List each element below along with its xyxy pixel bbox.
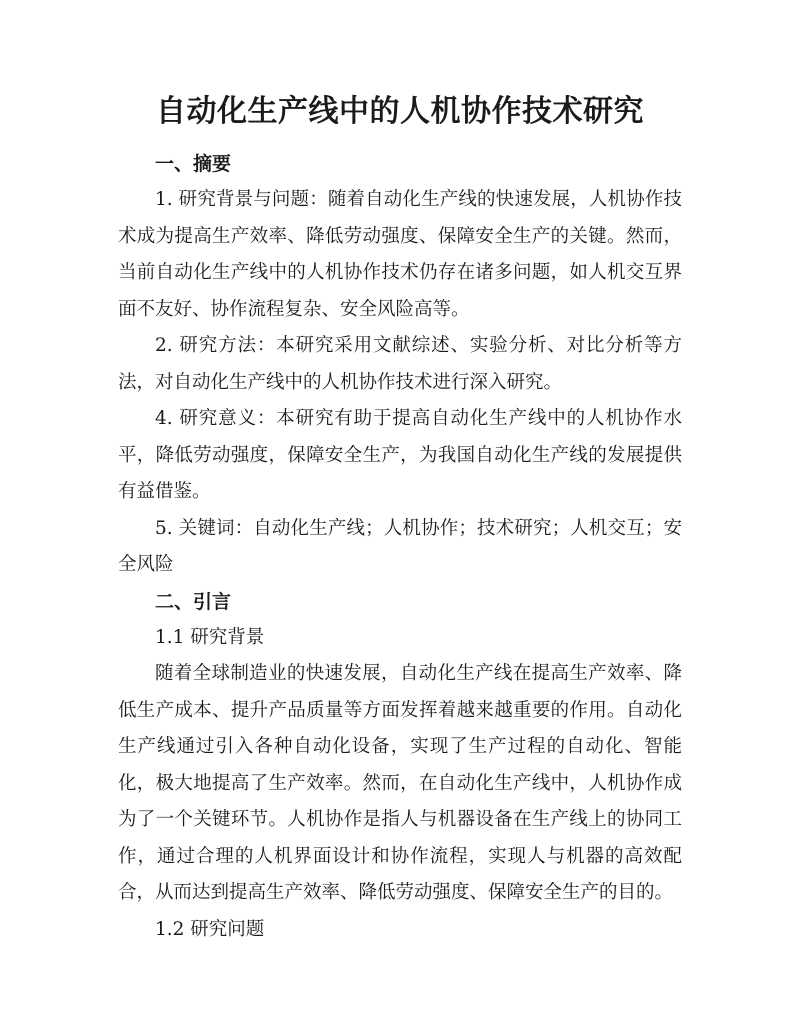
abstract-item-keywords: 5. 关键词：自动化生产线；人机协作；技术研究；人机交互；安全风险	[118, 517, 682, 575]
abstract-item-method: 2. 研究方法：本研究采用文献综述、实验分析、对比分析等方法，对自动化生产线中的人机协作技术进行深入研究。	[118, 335, 682, 393]
abstract-item-background: 1. 研究背景与问题：随着自动化生产线的快速发展，人机协作技术成为提高生产效率、降低劳动强度、保障安全生产的关键。然而，当前自动化生产线中的人机协作技术仍存在诸多问题，如人机交互界面不友好、协作流程复杂、安全风险高等。	[118, 189, 682, 320]
section-heading-introduction: 二、引言	[155, 590, 232, 613]
background-paragraph: 随着全球制造业的快速发展，自动化生产线在提高生产效率、降低生产成本、提升产品质量等方面发挥着越来越重要的作用。自动化生产线通过引入各种自动化设备，实现了生产过程的自动化、智能化，极大地提高了生产效率。然而，在自动化生产线中，人机协作成为了一个关键环节。人机协作是指人与机器设备在生产线上的协同工作，通过合理的人机界面设计和协作流程，实现人与机器的高效配合，从而达到提高生产效率、降低劳动强度、保障安全生产的目的。	[118, 663, 682, 903]
subsection-heading-questions: 1.2 研究问题	[155, 918, 265, 940]
section-heading-abstract: 一、摘要	[155, 153, 232, 175]
abstract-item-significance: 4. 研究意义：本研究有助于提高自动化生产线中的人机协作水平，降低劳动强度，保障安全生产，为我国自动化生产线的发展提供有益借鉴。	[118, 408, 682, 502]
document-title: 自动化生产线中的人机协作技术研究	[156, 94, 644, 129]
subsection-heading-background: 1.1 研究背景	[155, 626, 265, 648]
